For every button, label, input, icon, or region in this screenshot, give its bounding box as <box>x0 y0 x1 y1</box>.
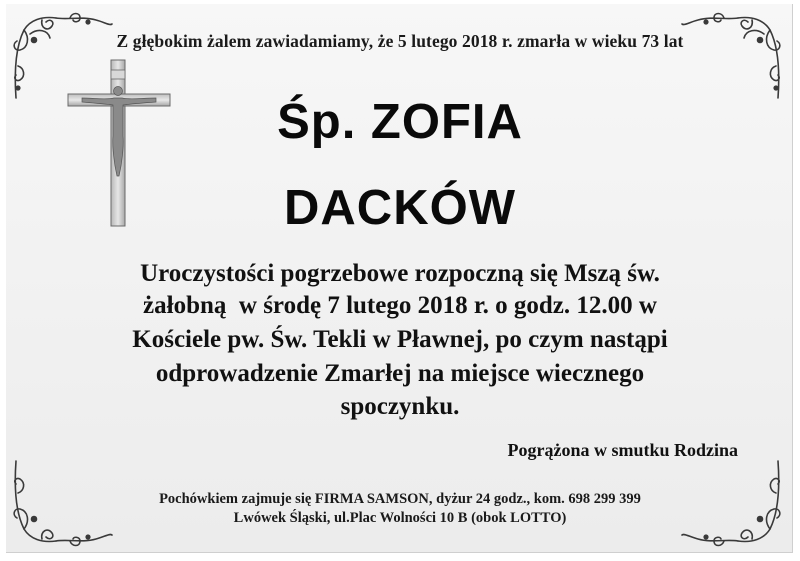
corner-ornament-icon <box>676 10 786 106</box>
ceremony-text-line: spoczynku. <box>340 393 460 420</box>
family-signature: Pogrążona w smutku Rodzina <box>507 440 738 460</box>
funeral-home-info: Pochówkiem zajmuje się FIRMA SAMSON, dyżur 24 godz., kom. 698 299 399 <box>159 491 641 507</box>
funeral-home-address: Lwówek Śląski, ul.Plac Wolności 10 B (obok LOTTO) <box>233 510 567 526</box>
ceremony-text-line: Kościele pw. Św. Tekli w Pławnej, po czym nastąpi <box>132 326 668 353</box>
deceased-name-line2: DACKÓW <box>284 181 516 235</box>
ceremony-text-line: odprowadzenie Zmarłej na miejsce wiecznego <box>155 360 645 387</box>
deceased-name-line1: Śp. ZOFIA <box>277 95 523 149</box>
ceremony-text-line: Uroczystości pogrzebowe rozpoczną się Mszą św. <box>140 260 660 287</box>
announcement-intro: Z głębokim żalem zawiadamiamy, że 5 lutego 2018 r. zmarła w wieku 73 lat <box>116 31 684 51</box>
ceremony-text-line: żałobną w środę 7 lutego 2018 r. o godz. 12.00 w <box>143 292 657 319</box>
